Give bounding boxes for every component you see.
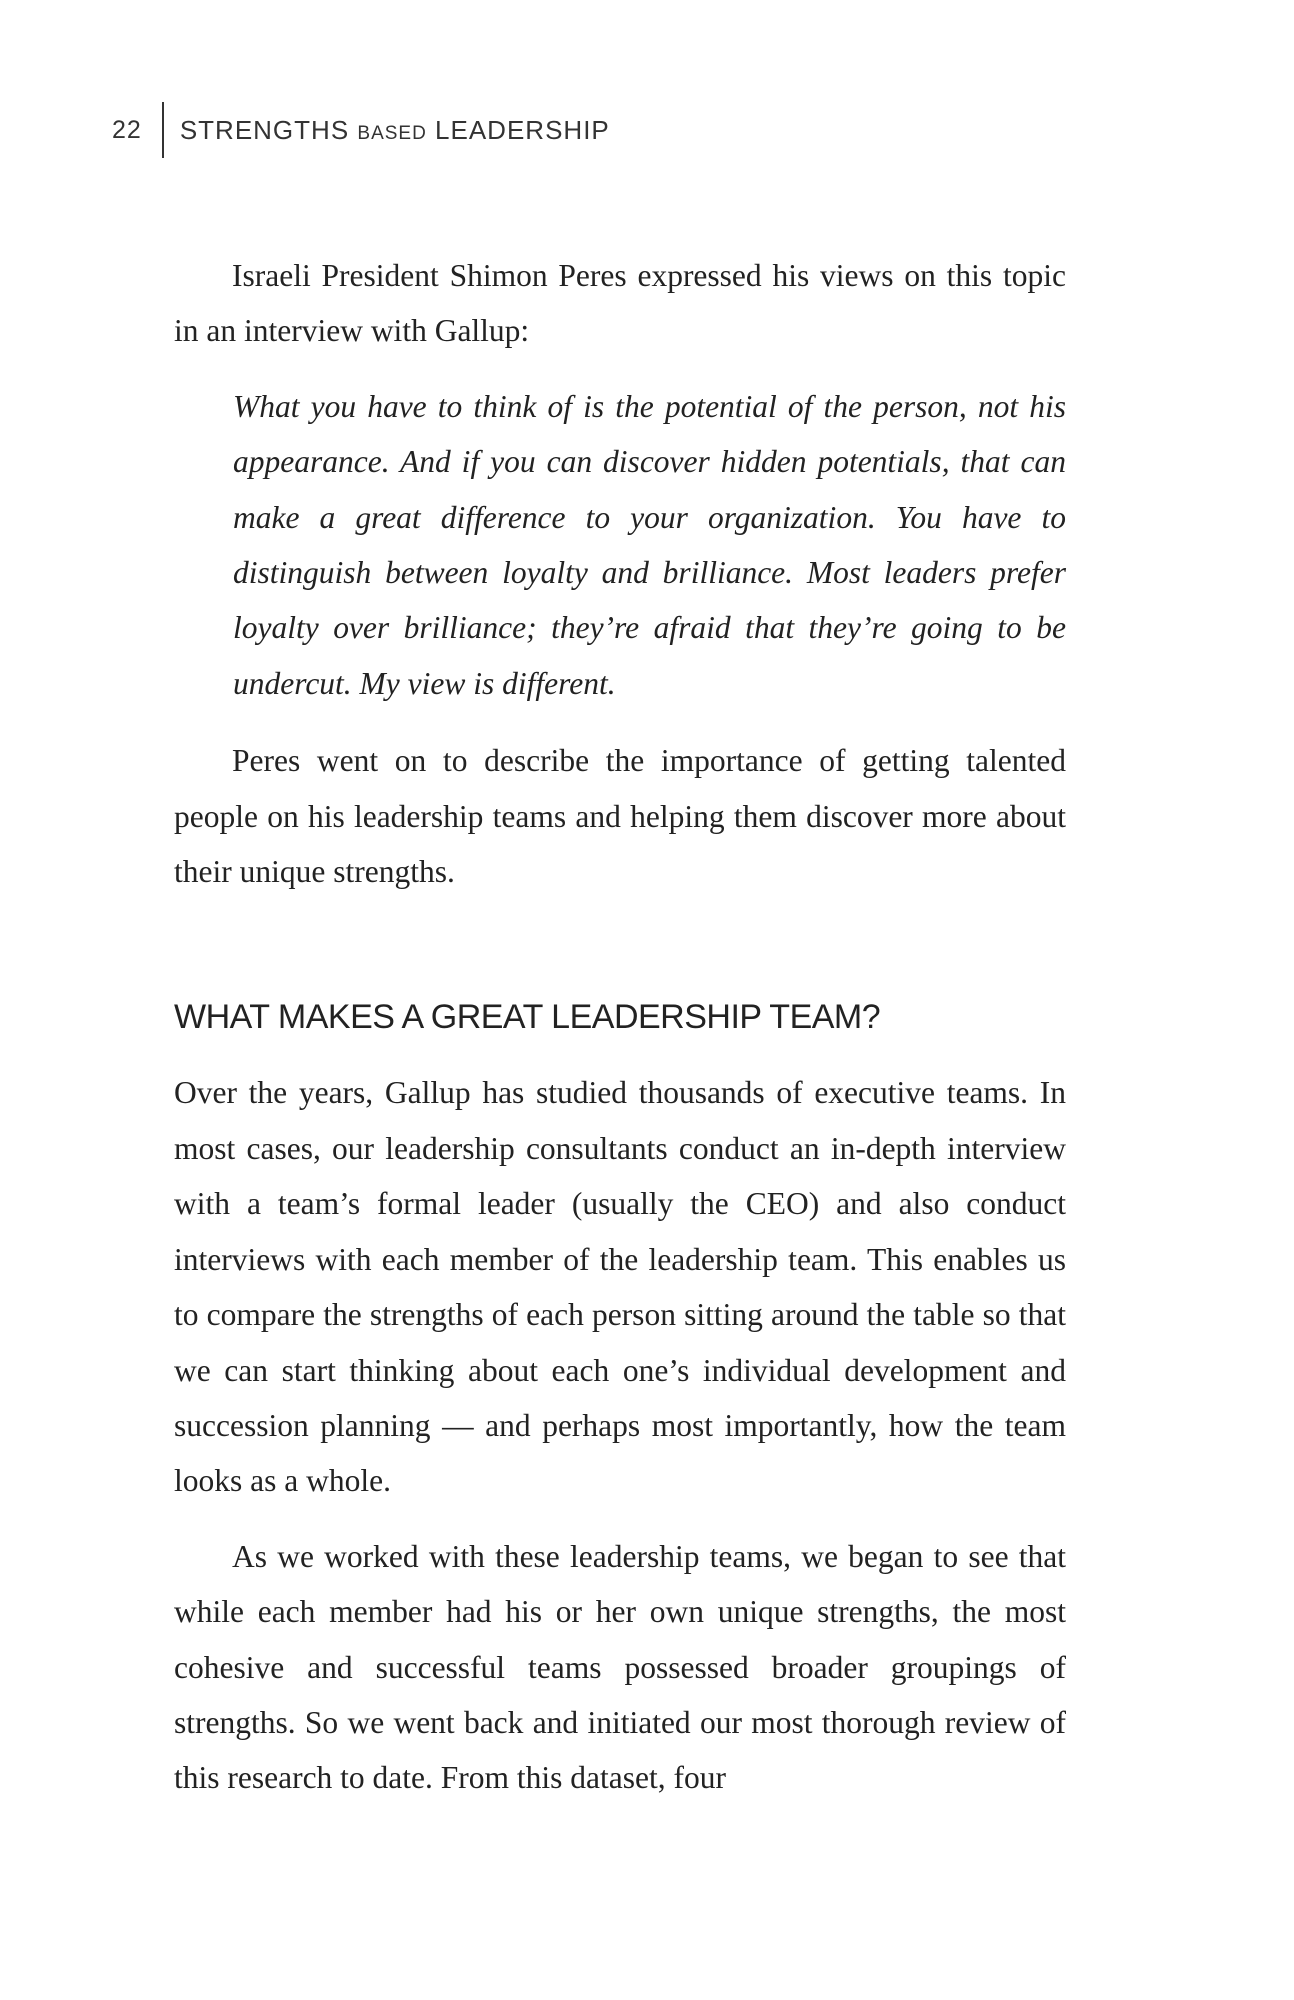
paragraph-leadership-teams: As we worked with these leadership teams, we began to see that while each member had his or her own unique strengths, the most cohesive and successful teams possessed broader groupings of strengths. So we went back and initiated our most thorough review of this research to date. From this dataset, four — [174, 1538, 1066, 1796]
page-number: 22 — [112, 115, 142, 144]
book-title-part1: STRENGTHS — [179, 114, 358, 145]
running-head — [112, 100, 610, 160]
header-divider — [162, 102, 164, 158]
book-title — [180, 115, 610, 146]
page-body — [174, 248, 1066, 1806]
section-heading: WHAT MAKES A GREAT LEADERSHIP TEAM? — [174, 998, 881, 1037]
book-title-part3: LEADERSHIP — [426, 114, 610, 145]
paragraph-intro: Israeli President Shimon Peres expressed his views on this topic in an interview with Gallup: — [174, 258, 1066, 349]
block-quote: What you have to think of is the potential of the person, not his appearance. And if you can discover hidden potentials, that can make a great difference to your organization. You have to distinguish between loyalty and brilliance. Most leaders prefer loyalty over brilliance; they’re afraid that they’re going to be undercut. My view is different. — [233, 388, 1066, 701]
book-title-part2: BASED — [357, 122, 427, 144]
paragraph-peres: Peres went on to describe the importance of getting talented people on his leadership teams and helping them discover more about their unique strengths. — [174, 743, 1066, 890]
paragraph-gallup-teams: Over the years, Gallup has studied thousands of executive teams. In most cases, our leadership consultants conduct an in-depth interview with a team’s formal leader (usually the CEO) and also conduct interviews with each member of the leadership team. This enables us to compare the strengths of each person sitting around the table so that we can start thinking about each one’s individual development and succession planning — and perhaps most importantly, how the team looks as a whole. — [174, 1075, 1066, 1499]
